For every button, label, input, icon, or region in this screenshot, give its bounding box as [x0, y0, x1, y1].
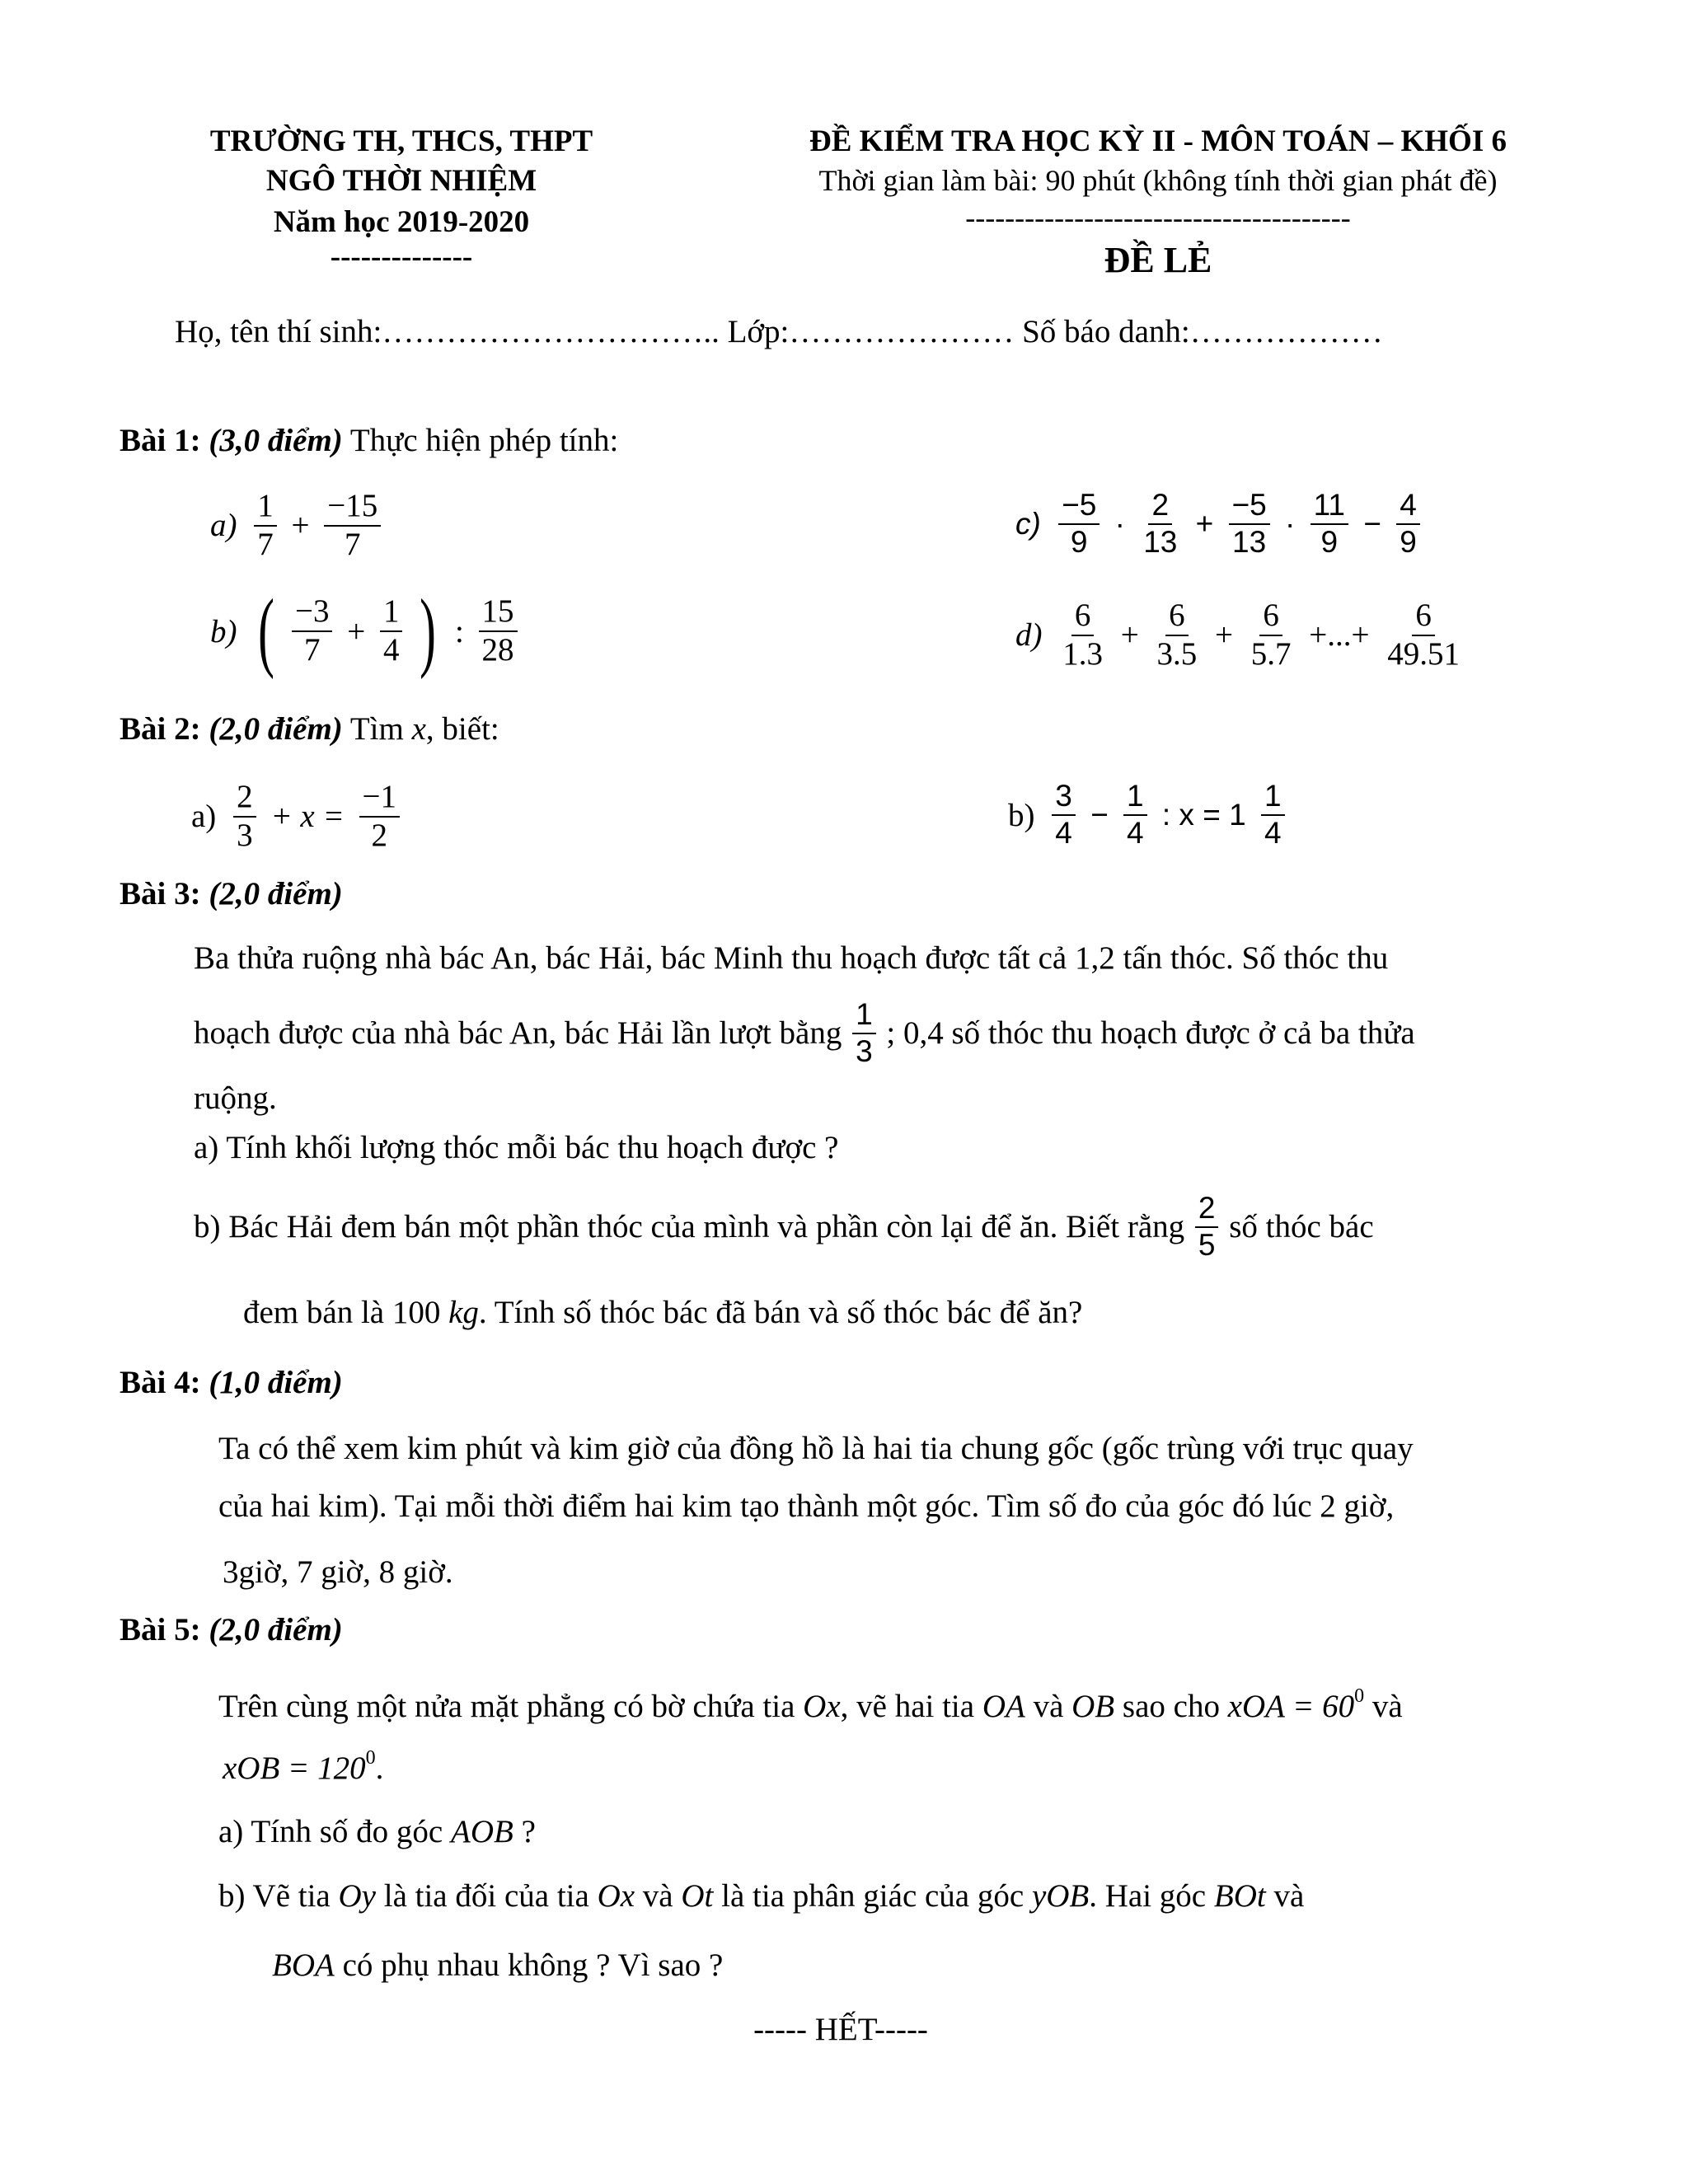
- numerator: 1: [254, 488, 277, 527]
- bai5-qb-ot: Ot: [681, 1878, 714, 1914]
- bai5-question-b: [218, 1877, 1304, 1915]
- bai3-points: (2,0 điểm): [209, 876, 343, 912]
- numerator: −5: [1058, 488, 1100, 525]
- operator: −: [1090, 797, 1109, 832]
- bai2-instruction-var: x: [411, 711, 426, 747]
- numerator: 2: [233, 779, 256, 818]
- bai3-paragraph-line1: Ba thửa ruộng nhà bác An, bác Hải, bác Minh thu hoạch được tất cả 1,2 tấn thóc. Số thóc thu: [194, 940, 1389, 976]
- bai5-qb-t4: có phụ nhau không ? Vì sao ?: [342, 1947, 724, 1983]
- bai5-ox: Ox: [803, 1689, 841, 1724]
- bai2-points: (2,0 điểm): [209, 711, 343, 747]
- operator: +...+: [1309, 617, 1370, 654]
- bai1-points: (3,0 điểm): [209, 423, 343, 458]
- school-dashes: --------------: [330, 240, 473, 274]
- left-paren: (: [258, 582, 275, 680]
- numerator: 6: [1412, 598, 1435, 636]
- denominator: 3: [237, 817, 253, 853]
- bai5-ob: OB: [1071, 1689, 1115, 1724]
- bai3-title: Bài 3:: [120, 876, 201, 912]
- denominator: 7: [257, 526, 274, 562]
- bai2-part-a: [191, 779, 402, 855]
- bai5-question-b-line2: [272, 1947, 723, 1984]
- bai1-part-d: [1015, 598, 1465, 673]
- denominator: 9: [1320, 524, 1339, 559]
- fraction: [852, 997, 876, 1069]
- bai5-line1: [218, 1685, 1403, 1725]
- numerator: 6: [1165, 598, 1189, 636]
- bai3-qb-line2-unit: kg: [448, 1295, 479, 1330]
- candidate-info-line: Họ, tên thí sinh:………………………….. Lớp:………………… Số báo danh:………………: [175, 314, 1383, 349]
- bai3-heading: [120, 875, 343, 912]
- bai4-points: (1,0 điểm): [209, 1365, 343, 1400]
- numerator: 6: [1071, 598, 1095, 636]
- operator: :: [454, 613, 464, 649]
- numerator: 1: [1123, 779, 1147, 816]
- bai5-qb-boa: BOA: [272, 1947, 335, 1983]
- denominator: 5: [1198, 1227, 1216, 1262]
- fraction: [1140, 488, 1180, 560]
- denominator: 2: [371, 817, 388, 853]
- numerator: −1: [359, 779, 401, 818]
- exam-title: ĐỀ KIỂM TRA HỌC KỲ II - MÔN TOÁN – KHỐI 6: [809, 124, 1507, 158]
- bai5-title: Bài 5:: [120, 1612, 201, 1647]
- bai5-line2-end: .: [375, 1750, 384, 1786]
- end-marker: ----- HẾT-----: [753, 2012, 928, 2047]
- degree-sup: 0: [365, 1747, 376, 1769]
- bai5-points: (2,0 điểm): [209, 1612, 343, 1647]
- bai1-title: Bài 1:: [120, 423, 201, 458]
- bai4-line1: Ta có thể xem kim phút và kim giờ của đồng hồ là hai tia chung gốc (gốc trùng với trục quay: [218, 1431, 1414, 1466]
- fraction: [1154, 598, 1201, 673]
- denominator: 3: [856, 1033, 873, 1068]
- bai3-qb-post: số thóc bác: [1229, 1209, 1374, 1245]
- operator: +: [291, 508, 310, 544]
- numerator: −15: [324, 488, 381, 527]
- fraction: [1248, 598, 1295, 673]
- fraction: [1261, 779, 1285, 851]
- bai3-paragraph-line3: ruộng.: [194, 1080, 277, 1116]
- school-year: Năm học 2019-2020: [273, 205, 530, 239]
- operator: +: [1215, 617, 1233, 654]
- fraction: [1384, 598, 1463, 673]
- bai2-instruction-post: , biết:: [425, 711, 499, 747]
- denominator: 9: [1400, 524, 1417, 559]
- bai5-qb-t1: là tia đối của tia: [383, 1878, 589, 1914]
- bai3-qb-line2-post: . Tính số thóc bác đã bán và số thóc bác để ăn?: [478, 1295, 1083, 1330]
- bai1-b-label: b): [210, 613, 237, 649]
- bai3-p2-pre: hoạch được của nhà bác An, bác Hải lần lượt bằng: [194, 1015, 842, 1052]
- bai5-qb-t2: là tia phân giác của góc: [721, 1878, 1025, 1914]
- school-name-line2: NGÔ THỜI NHIỆM: [265, 164, 537, 198]
- bai5-line1-mid: , vẽ hai tia: [840, 1689, 975, 1724]
- bai5-question-a: [218, 1813, 536, 1850]
- denominator: 13: [1232, 524, 1267, 559]
- bai5-qb-va: và: [642, 1878, 673, 1914]
- bai1-instruction: Thực hiện phép tính:: [349, 423, 619, 458]
- fraction: [1123, 779, 1147, 851]
- bai5-heading: [120, 1611, 343, 1648]
- denominator: 4: [1127, 815, 1144, 850]
- bai5-xob: xOB = 120: [223, 1750, 366, 1786]
- bai3-question-a: a) Tính khối lượng thóc mỗi bác thu hoạch được ?: [194, 1130, 839, 1165]
- bai2-title: Bài 2:: [120, 711, 201, 747]
- numerator: 4: [1396, 488, 1420, 525]
- bai3-question-b-line2: [243, 1294, 1082, 1331]
- bai1-heading: [120, 422, 618, 459]
- denominator: 3.5: [1156, 635, 1198, 672]
- numerator: 15: [479, 593, 518, 632]
- operator: −: [1363, 506, 1381, 541]
- bai3-question-b: [194, 1191, 1374, 1263]
- fraction: [1396, 488, 1420, 560]
- bai1-part-c: [1015, 488, 1423, 560]
- bai5-va: và: [1033, 1689, 1064, 1724]
- degree-sup: 0: [1354, 1685, 1365, 1707]
- right-paren: ): [420, 582, 437, 680]
- bai1-d-label: d): [1015, 617, 1043, 654]
- denominator: 1.3: [1062, 635, 1103, 672]
- bai1-c-label: c): [1015, 506, 1041, 541]
- fraction: [380, 593, 403, 669]
- bai2-part-b: [1008, 779, 1287, 851]
- bai5-line2: [223, 1747, 383, 1787]
- numerator: 11: [1311, 488, 1348, 525]
- fraction: [1229, 488, 1270, 560]
- denominator: 9: [1070, 524, 1088, 559]
- bai5-qb-va2: và: [1273, 1878, 1305, 1914]
- bai1-a-label: a): [210, 508, 237, 544]
- bai5-xoa: xOA = 60: [1227, 1689, 1355, 1724]
- denominator: 7: [345, 526, 361, 562]
- bai5-sao-cho: sao cho: [1122, 1689, 1220, 1724]
- denominator: 49.51: [1387, 635, 1460, 672]
- numerator: 2: [1195, 1191, 1219, 1228]
- fraction: [1311, 488, 1348, 560]
- bai5-qb-yob: yOB: [1031, 1878, 1090, 1914]
- bai5-oa: OA: [982, 1689, 1025, 1724]
- bai4-title: Bài 4:: [120, 1365, 201, 1400]
- fraction: [1059, 598, 1106, 673]
- numerator: −5: [1229, 488, 1270, 525]
- numerator: 2: [1148, 488, 1172, 525]
- numerator: −3: [292, 593, 333, 632]
- bai5-qb-oy: Oy: [338, 1878, 376, 1914]
- denominator: 28: [481, 632, 514, 668]
- denominator: 7: [303, 632, 321, 668]
- bai5-qb-ox: Ox: [597, 1878, 635, 1914]
- bai3-paragraph-line2: [194, 997, 1415, 1069]
- bai4-heading: [120, 1364, 343, 1401]
- bai5-qa-pre: a) Tính số đo góc: [218, 1814, 443, 1849]
- numerator: 1: [1261, 779, 1285, 816]
- fraction: [233, 779, 256, 855]
- fraction: [1052, 779, 1076, 851]
- bai2-b-label: b): [1008, 797, 1035, 833]
- fraction: [324, 488, 381, 564]
- bai1-part-a: [210, 488, 383, 564]
- operator: +: [1195, 506, 1214, 541]
- exam-dashes: ---------------------------------------: [965, 201, 1351, 234]
- numerator: 1: [380, 593, 403, 632]
- bai3-qb-line2-pre: đem bán là 100: [243, 1295, 441, 1330]
- exam-variant: ĐỀ LẺ: [1104, 240, 1212, 280]
- operator: ·: [1114, 506, 1125, 541]
- exam-time: Thời gian làm bài: 90 phút (không tính thời gian phát đề): [818, 164, 1498, 197]
- bai5-qb-bot: BOt: [1213, 1878, 1266, 1914]
- denominator: 4: [382, 632, 400, 668]
- bai2-instruction-pre: Tìm: [349, 711, 404, 747]
- bai4-line2: của hai kim). Tại mỗi thời điểm hai kim tạo thành một góc. Tìm số đo của góc đó lúc 2 giờ,: [218, 1488, 1395, 1524]
- bai5-line1-pre: Trên cùng một nửa mặt phẳng có bờ chứa tia: [218, 1689, 795, 1724]
- equation-middle: + x =: [270, 799, 345, 835]
- denominator: 5.7: [1250, 635, 1292, 672]
- numerator: 1: [852, 997, 876, 1034]
- bai3-qb-pre: b) Bác Hải đem bán một phần thóc của mình và phần còn lại để ăn. Biết rằng: [194, 1209, 1185, 1245]
- bai3-p2-post: ; 0,4 số thóc thu hoạch được ở cả ba thửa: [886, 1015, 1415, 1052]
- bai2-b-expression: [1049, 779, 1287, 850]
- bai2-heading: [120, 710, 499, 748]
- fraction: [254, 488, 277, 564]
- bai1-part-b: [210, 582, 520, 680]
- bai5-qa-end: ?: [521, 1814, 536, 1849]
- fraction: [479, 593, 518, 669]
- bai4-line3: 3giờ, 7 giờ, 8 giờ.: [223, 1554, 453, 1590]
- equation-middle: : x = 1: [1161, 797, 1246, 832]
- operator: ·: [1284, 506, 1296, 541]
- fraction: [1058, 488, 1100, 560]
- bai5-qa-var: AOB: [451, 1814, 513, 1849]
- numerator: 3: [1052, 779, 1076, 816]
- bai5-line1-end: và: [1372, 1689, 1403, 1724]
- fraction: [359, 779, 401, 855]
- fraction: [292, 593, 333, 669]
- denominator: 4: [1264, 815, 1282, 850]
- denominator: 4: [1055, 815, 1072, 850]
- school-name-line1: TRƯỜNG TH, THCS, THPT: [209, 124, 593, 158]
- bai5-qb-t3: . Hai góc: [1089, 1878, 1207, 1914]
- bai5-qb-pre: b) Vẽ tia: [218, 1878, 331, 1914]
- denominator: 13: [1143, 524, 1178, 559]
- operator: +: [1120, 617, 1139, 654]
- operator: +: [347, 613, 366, 649]
- fraction: [1195, 1191, 1219, 1263]
- numerator: 6: [1259, 598, 1282, 636]
- bai2-a-label: a): [191, 799, 217, 835]
